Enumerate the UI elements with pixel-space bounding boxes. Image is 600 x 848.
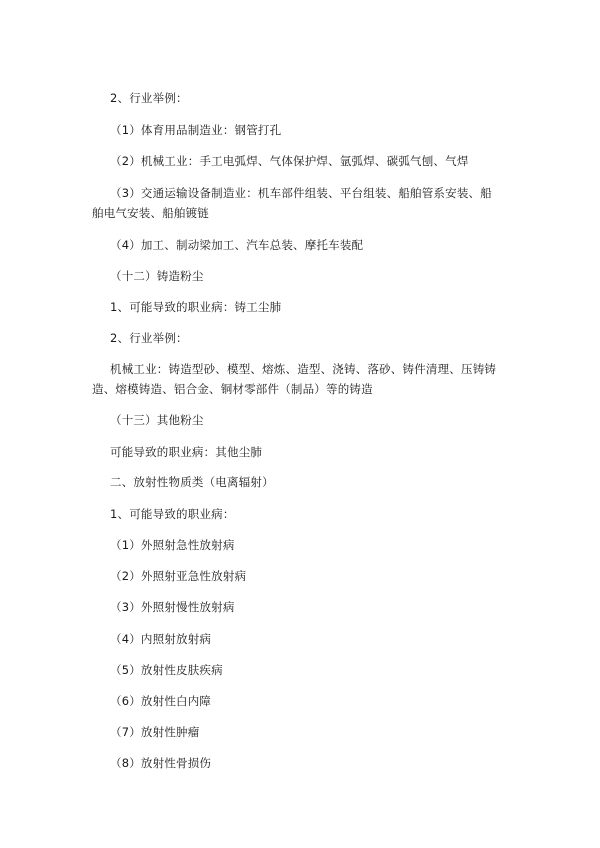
- list-item-radiation-1: （1）外照射急性放射病: [110, 538, 235, 552]
- paragraph-machinery: （2）机械工业：手工电弧焊、气体保护焊、氩弧焊、碳弧气刨、气焊: [110, 154, 469, 168]
- list-item-radiation-8: （8）放射性骨损伤: [110, 756, 212, 770]
- paragraph-foundry-examples-heading: 2、行业举例：: [110, 331, 188, 345]
- list-item-radiation-7: （7）放射性肿瘤: [110, 725, 200, 739]
- list-item-radiation-6: （6）放射性白内障: [110, 694, 212, 708]
- paragraph-transport-equipment: （3）交通运输设备制造业：机车部件组装、平台组装、船舶管系安装、船舶电气安装、船舶镀链: [92, 186, 492, 220]
- paragraph-sports-goods: （1）体育用品制造业：钢管打孔: [110, 123, 282, 137]
- list-item-radiation-3: （3）外照射慢性放射病: [110, 600, 235, 614]
- section-heading-other-dust: （十三）其他粉尘: [110, 413, 204, 427]
- paragraph-industry-examples-heading: 2、行业举例：: [110, 91, 188, 105]
- paragraph-radioactive-diseases-heading: 1、可能导致的职业病：: [110, 507, 235, 521]
- paragraph-processing: （4）加工、制动梁加工、汽车总装、摩托车装配: [110, 238, 364, 252]
- paragraph-foundry-disease: 1、可能导致的职业病：铸工尘肺: [110, 300, 282, 314]
- list-item-radiation-2: （2）外照射亚急性放射病: [110, 569, 247, 583]
- section-heading-radioactive: 二、放射性物质类（电离辐射）: [110, 475, 274, 489]
- section-heading-foundry-dust: （十二）铸造粉尘: [110, 269, 204, 283]
- list-item-radiation-5: （5）放射性皮肤疾病: [110, 663, 223, 677]
- paragraph-other-dust-disease: 可能导致的职业病：其他尘肺: [110, 445, 263, 459]
- list-item-radiation-4: （4）内照射放射病: [110, 632, 212, 646]
- paragraph-foundry-examples: 机械工业：铸造型砂、模型、熔炼、造型、浇铸、落砂、铸件清理、压铸铸造、熔模铸造、铝合金、铜材零部件（制品）等的铸造: [92, 362, 497, 396]
